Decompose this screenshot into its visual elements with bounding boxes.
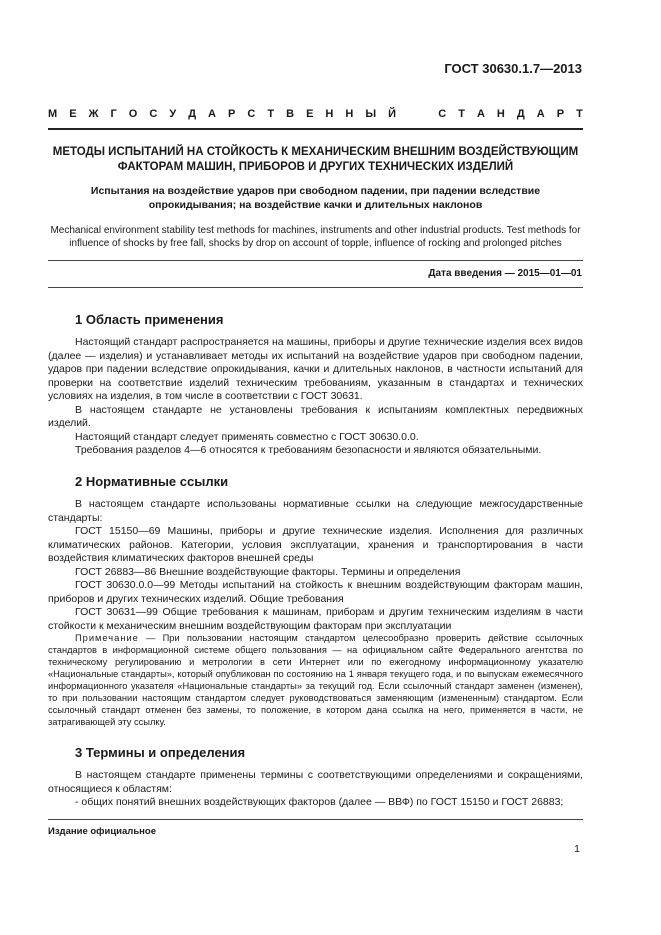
interstate-standard-heading — [48, 108, 583, 120]
heading-letter: Н — [325, 108, 334, 120]
heading-letter: Д — [516, 108, 525, 120]
heading-letter: М — [48, 108, 58, 120]
heading-letter: О — [128, 108, 138, 120]
heading-letter: С — [438, 108, 447, 120]
note-label: Примечание — [75, 633, 139, 643]
heading-letter: У — [169, 108, 177, 120]
section-heading-references: 2 Нормативные ссылки — [75, 474, 229, 489]
heading-letter: В — [286, 108, 295, 120]
reference-item: ГОСТ 30631—99 Общие требования к машинам, приборам и другим техническим изделиям в части стойкости к механическим внешним воздействующим факторам при эксплуатации — [48, 606, 583, 632]
paragraph: В настоящем стандарте применены термины с соответствующими определениями и сокращениями, относящиеся к областям: — [48, 769, 583, 795]
paragraph: - общих понятий внешних воздействующих факторов (далее — ВВФ) по ГОСТ 15150 и ГОСТ 26883; — [75, 796, 564, 808]
heading-letter: Д — [188, 108, 197, 120]
heading-letter: Н — [496, 108, 505, 120]
header-rule — [48, 128, 583, 130]
subtitle-line: Испытания на воздействие ударов при свободном падении, при падении вследствие — [90, 185, 541, 197]
heading-letter: С — [247, 108, 256, 120]
official-edition-label: Издание официальное — [48, 826, 156, 837]
heading-letter: Р — [556, 108, 565, 120]
document-subtitle — [48, 184, 583, 212]
paragraph: Настоящий стандарт следует применять совместно с ГОСТ 30630.0.0. — [75, 430, 419, 443]
section-terms-body — [48, 769, 583, 810]
heading-letter: Т — [576, 108, 583, 120]
reference-item: ГОСТ 30630.0.0—99 Методы испытаний на стойкость к внешним воздействующим факторам машин, приборов и других технических изделий. Общие требования — [48, 579, 583, 605]
heading-letter: Т — [458, 108, 465, 120]
heading-letter: Т — [267, 108, 275, 120]
paragraph: Настоящий стандарт распространяется на машины, приборы и другие технические изделия всех видов (далее — изделия) и устанавливает методы их испытаний на воздействие ударов при свободном падении, ударов при падении вследствие опрокидывания, качки и длительных наклонов, в частности испытаний для проверки на соответствие изделий техническим требованиям, указанным в стандартах и технических условиях на изделия, в том числе в соответствии с ГОСТ 30631. — [48, 336, 583, 402]
reference-item: ГОСТ 15150—69 Машины, приборы и другие технические изделия. Исполнения для различных климатических районов. Категории, условия эксплуатации, хранения и транспортирования в части воздействия климатических факторов внешней среды — [48, 525, 583, 564]
subtitle-line: опрокидывания; на воздействие качки и длительных наклонов — [148, 199, 483, 211]
heading-letter: А — [476, 108, 485, 120]
english-title-line: influence of shocks by free fall, shocks by drop on account of topple, influence of rocking and prolonged pitches — [69, 238, 562, 249]
paragraph: В настоящем стандарте не установлены требования к испытаниям комплектных передвижных изделий. — [48, 403, 583, 429]
date-rule — [48, 287, 583, 288]
title-line: ФАКТОРАМ МАШИН, ПРИБОРОВ И ДРУГИХ ТЕХНИЧЕСКИХ ИЗДЕЛИЙ — [117, 161, 514, 173]
section-references-body — [48, 498, 583, 633]
heading-letter: Й — [388, 108, 397, 120]
heading-letter: Е — [306, 108, 314, 120]
heading-letter: Ы — [365, 108, 377, 120]
heading-letter: А — [536, 108, 545, 120]
heading-letter: С — [149, 108, 158, 120]
section-scope-body — [48, 336, 583, 458]
word-gap — [408, 108, 411, 120]
section-heading-terms: 3 Термины и определения — [75, 745, 246, 760]
heading-letter: Е — [69, 108, 77, 120]
title-rule — [48, 260, 583, 261]
footer-rule — [48, 819, 583, 820]
reference-item: ГОСТ 26883—86 Внешние воздействующие факторы. Термины и определения — [75, 565, 461, 578]
heading-letter: А — [208, 108, 216, 120]
title-line: МЕТОДЫ ИСПЫТАНИЙ НА СТОЙКОСТЬ К МЕХАНИЧЕСКИМ ВНЕШНИМ ВОЗДЕЙСТВУЮЩИМ — [52, 146, 579, 158]
references-note — [48, 632, 583, 728]
heading-letter: Ж — [88, 108, 99, 120]
paragraph: Требования разделов 4—6 относятся к требованиям безопасности и являются обязательными. — [75, 444, 542, 456]
heading-letter: Г — [110, 108, 117, 120]
word-gap — [423, 108, 426, 120]
introduction-date: Дата введения — 2015—01—01 — [428, 268, 582, 279]
paragraph: В настоящем стандарте использованы нормативные ссылки на следующие межгосударственные стандарты: — [48, 498, 583, 524]
heading-letter: Р — [228, 108, 236, 120]
document-code: ГОСТ 30630.1.7—2013 — [444, 61, 582, 76]
document-title — [48, 145, 583, 175]
section-heading-scope: 1 Область применения — [75, 312, 224, 327]
page-number: 1 — [574, 843, 580, 855]
heading-letter: Н — [345, 108, 354, 120]
english-title-line: Mechanical environment stability test methods for machines, instruments and other industrial products. Test methods for — [50, 225, 581, 236]
english-title — [48, 224, 583, 250]
note-text: — При пользовании настоящим стандартом целесообразно проверить действие ссылочных стандартов в информационной системе общего пользования — на официальном сайте Федерального агентства по техническому регулированию и метрологии в сети Интернет или по ежегодному информационному указателю «Национальные стандарты», который опубликован по состоянию на 1 января текущего года, и по выпускам ежемесячного информационного указателя «Национальные стандарты» за текущий год. Если ссылочный стандарт заменен (изменен), то при пользовании настоящим стандартом следует руководствоваться заменяющим (измененным) стандартом. Если ссылочный стандарт отменен без замены, то положение, в котором дана ссылка на него, применяется в части, не затрагивающей эту ссылку. — [48, 633, 583, 727]
